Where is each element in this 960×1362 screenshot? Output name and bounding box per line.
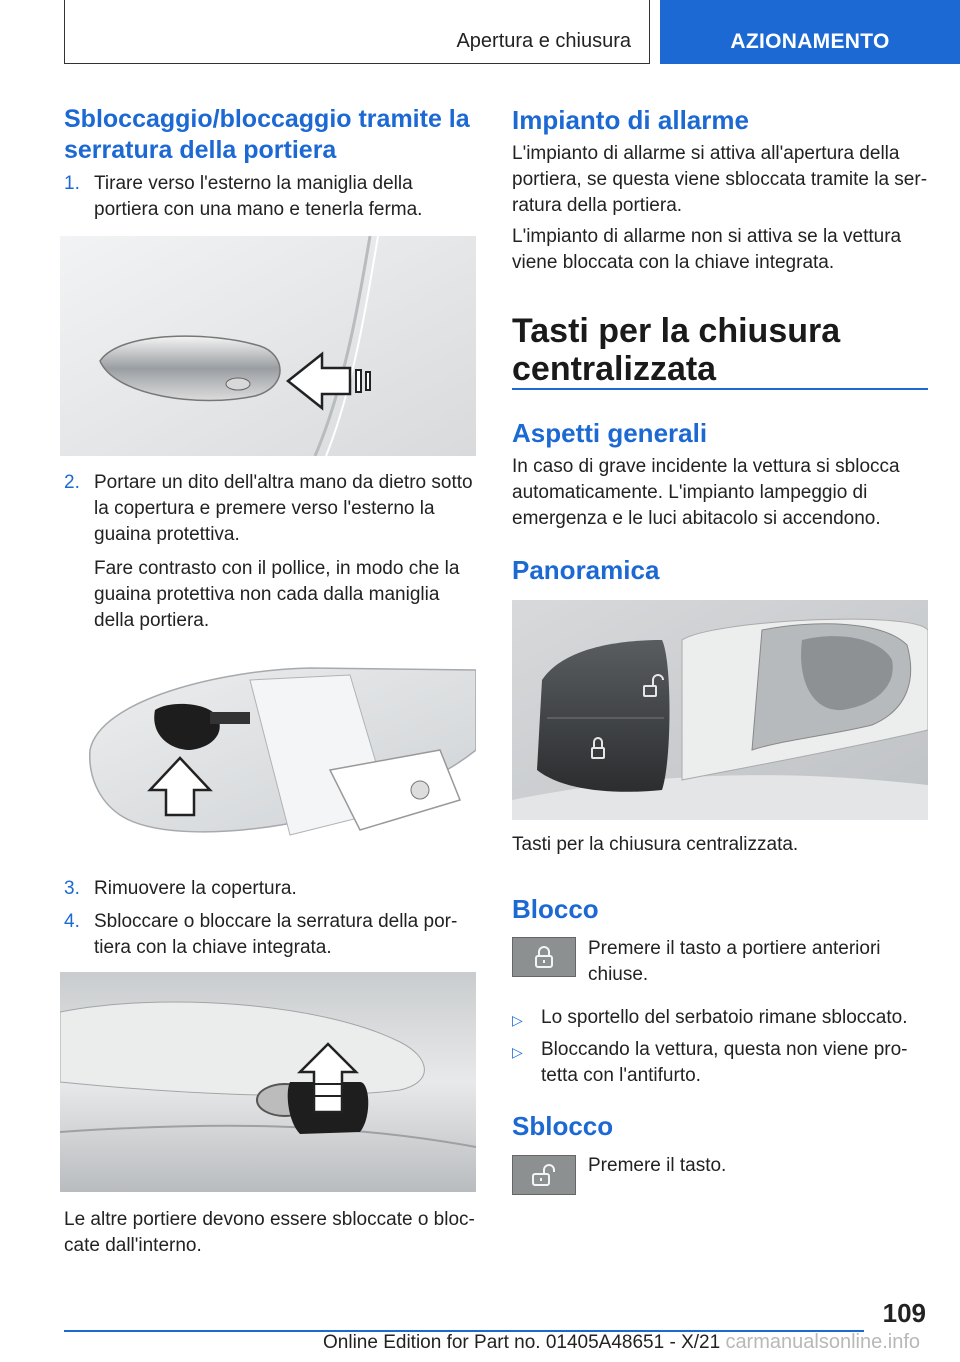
- unlock-button-symbol: [512, 1155, 576, 1195]
- footer: [0, 1330, 960, 1354]
- heading-overview: Panoramica: [512, 555, 660, 585]
- lock-button-symbol: [512, 937, 576, 977]
- step-1: [64, 171, 478, 223]
- bullet-item: [512, 1005, 928, 1033]
- heading-central-locking: Tasti per la chiusura centralizzata: [512, 312, 841, 388]
- step-text: Tirare verso l'esterno la maniglia della portiera con una mano e tenerla ferma.: [94, 173, 423, 220]
- closing-note: Le altre portiere devono essere sbloccate o bloc‐cate dall'interno.: [64, 1209, 475, 1256]
- step-number: 3.: [64, 878, 80, 899]
- heading-lock: Blocco: [512, 894, 599, 924]
- page-number: 109: [882, 1298, 926, 1328]
- general-paragraph: In caso di grave incidente la vettura si sblocca automaticamente. L'impianto lampeggio di emergenza e le luci abitacolo si accendono.: [512, 456, 900, 529]
- triangle-bullet-icon: ▷: [512, 1044, 523, 1060]
- triangle-bullet-icon: ▷: [512, 1012, 523, 1028]
- step-number: 4.: [64, 911, 80, 932]
- photo-door-handle-pull: [60, 236, 476, 456]
- step-text: Rimuovere la copertura.: [94, 878, 297, 899]
- footer-edition: Online Edition for Part no. 01405A48651 - X/21: [323, 1332, 721, 1353]
- header-section-box: [64, 0, 650, 64]
- step-2: [64, 470, 478, 634]
- footer-watermark: carmanualsonline.info: [725, 1331, 920, 1353]
- heading-unlock: Sblocco: [512, 1111, 614, 1141]
- overview-caption: Tasti per la chiusura centralizzata.: [512, 834, 799, 855]
- photo-cover-removal: [60, 640, 476, 862]
- lock-icon: [533, 945, 555, 969]
- bullet-text: Bloccando la vettura, questa non viene pro‐tetta con l'antifurto.: [541, 1039, 908, 1086]
- header-chapter-tab: AZIONAMENTO: [660, 0, 960, 64]
- step-number: 1.: [64, 173, 80, 194]
- step-4: [64, 909, 478, 961]
- step-number: 2.: [64, 472, 80, 493]
- step-2-text-a: Portare un dito dell'altra mano da dietro sotto la copertura e premere verso l'esterno la guaina protettiva.: [94, 472, 473, 545]
- step-text: Sbloccare o bloccare la serratura della por‐tiera con la chiave integrata.: [94, 911, 458, 958]
- unlock-text: Premere il tasto.: [588, 1155, 727, 1176]
- step-2-text-b: Fare contrasto con il pollice, in modo che la guaina protettiva non cada dalla maniglia della portiera.: [94, 558, 460, 631]
- alarm-paragraph-1: L'impianto di allarme si attiva all'apertura della portiera, se questa viene sbloccata tramite la ser‐ratura della portiera.: [512, 143, 928, 216]
- unlock-icon: [530, 1163, 558, 1187]
- photo-central-locking-buttons: [512, 600, 928, 820]
- heading-alarm: Impianto di allarme: [512, 105, 749, 135]
- lock-text: Premere il tasto a portiere anteriori chiuse.: [588, 938, 881, 985]
- photo-key-in-lock: [60, 972, 476, 1192]
- bullet-item: [512, 1037, 928, 1089]
- heading-door-lock: Sbloccaggio/bloccaggio tramite la serratura della portiera: [64, 105, 470, 164]
- heading-general: Aspetti generali: [512, 418, 708, 448]
- bullet-text: Lo sportello del serbatoio rimane sbloccato.: [541, 1007, 908, 1028]
- step-text: [94, 470, 478, 634]
- header-section-title: Apertura e chiusura: [456, 30, 631, 52]
- step-3: [64, 876, 478, 902]
- alarm-paragraph-2: L'impianto di allarme non si attiva se la vettura viene bloccata con la chiave integrata.: [512, 226, 902, 273]
- section-rule: [512, 388, 928, 390]
